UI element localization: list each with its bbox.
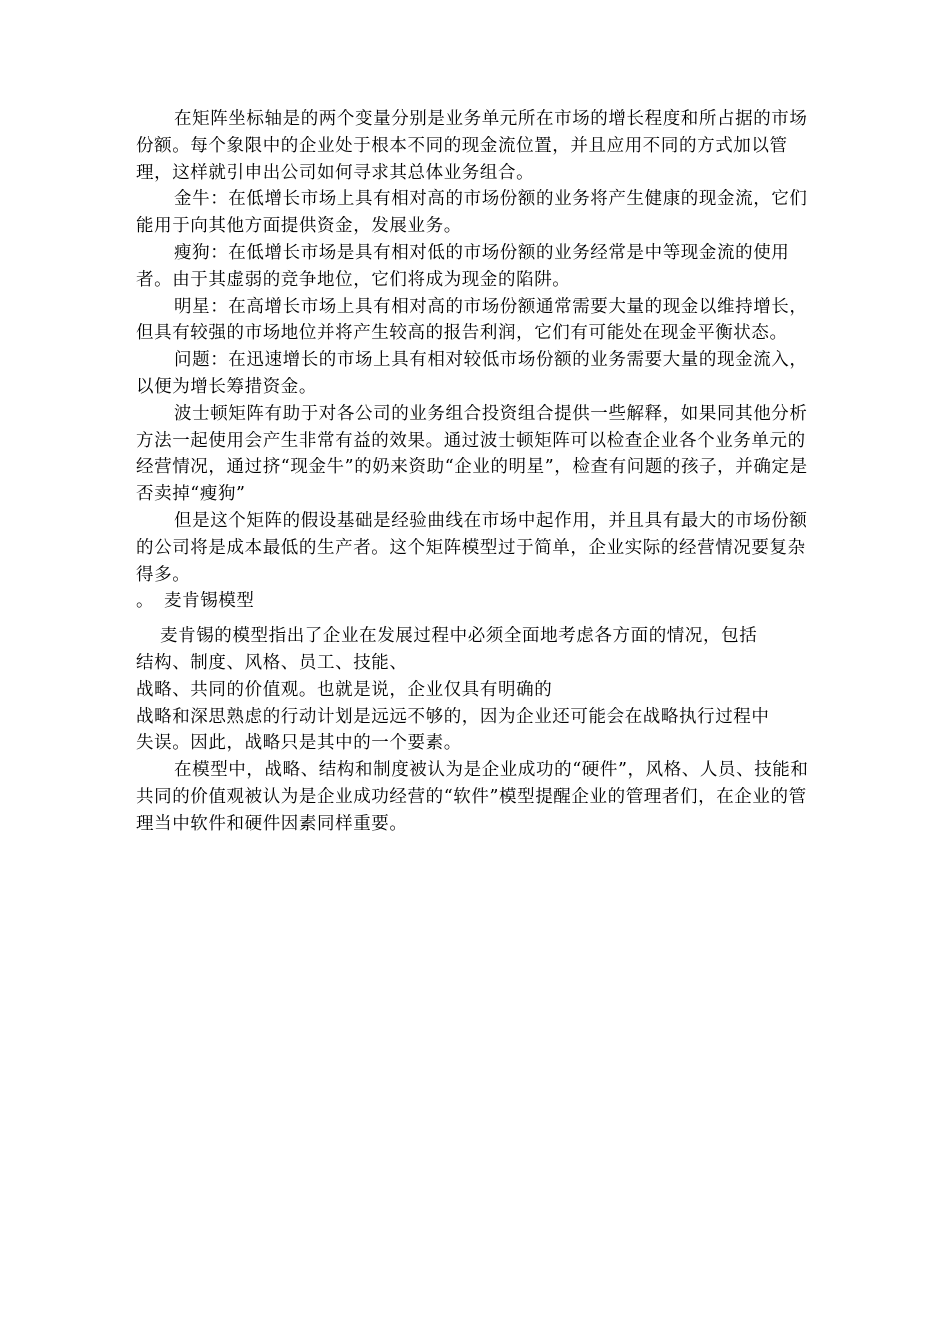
- paragraph-mckinsey-model: [136, 623, 816, 757]
- paragraph-dog: 瘦狗：在低增长市场是具有相对低的市场份额的业务经常是中等现金流的使用者。由于其虚弱的竞争地位，它们将成为现金的陷阱。: [136, 242, 790, 290]
- mckinsey-line: 战略和深思熟虑的行动计划是远远不够的，因为企业还可能会在战略执行过程中: [136, 706, 770, 727]
- mckinsey-line: 战略、共同的价值观。也就是说，企业仅具有明确的: [136, 679, 553, 700]
- paragraph-cash-cow: 金牛：在低增长市场上具有相对高的市场份额的业务将产生健康的现金流，它们能用于向其他方面提供资金，发展业务。: [136, 189, 808, 237]
- mckinsey-line: 麦肯锡的模型指出了企业在发展过程中必须全面地考虑各方面的情况，包括: [160, 626, 758, 647]
- paragraph-bcg-usage: 波士顿矩阵有助于对各公司的业务组合投资组合提供一些解释，如果同其他分析方法一起使用会产生非常有益的效果。通过波士顿矩阵可以检查企业各个业务单元的经营情况，通过挤“现金牛”的奶来资助“企业的明星”，检查有问题的孩子，并确定是否卖掉“瘦狗”: [136, 403, 808, 505]
- mckinsey-line: 结构、制度、风格、员工、技能、: [136, 652, 408, 673]
- paragraph-matrix-axes: 在矩阵坐标轴是的两个变量分别是业务单元所在市场的增长程度和所占据的市场份额。每个象限中的企业处于根本不同的现金流位置，并且应用不同的方式加以管理，这样就引申出公司如何寻求其总体业务组合。: [136, 109, 808, 183]
- document-body: [136, 106, 816, 838]
- section-heading-mckinsey: [136, 588, 816, 615]
- paragraph-bcg-limitations: 但是这个矩阵的假设基础是经验曲线在市场中起作用，并且具有最大的市场份额的公司将是成本最低的生产者。这个矩阵模型过于简单，企业实际的经营情况要复杂得多。: [136, 510, 808, 585]
- bullet-icon: 。: [136, 591, 155, 612]
- paragraph-question-mark: 问题：在迅速增长的市场上具有相对较低市场份额的业务需要大量的现金流入，以便为增长筹措资金。: [136, 350, 808, 397]
- paragraph-hardware-software: 在模型中，战略、结构和制度被认为是企业成功的“硬件”，风格、人员、技能和共同的价值观被认为是企业成功经营的“软件”模型提醒企业的管理者们，在企业的管理当中软件和硬件因素同样重要。: [136, 760, 809, 834]
- mckinsey-line: 失误。因此，战略只是其中的一个要素。: [136, 733, 462, 754]
- paragraph-star: 明星：在高增长市场上具有相对高的市场份额通常需要大量的现金以维持增长，但具有较强的市场地位并将产生较高的报告利润，它们有可能处在现金平衡状态。: [136, 296, 808, 344]
- section-heading-title: 麦肯锡模型: [164, 591, 255, 612]
